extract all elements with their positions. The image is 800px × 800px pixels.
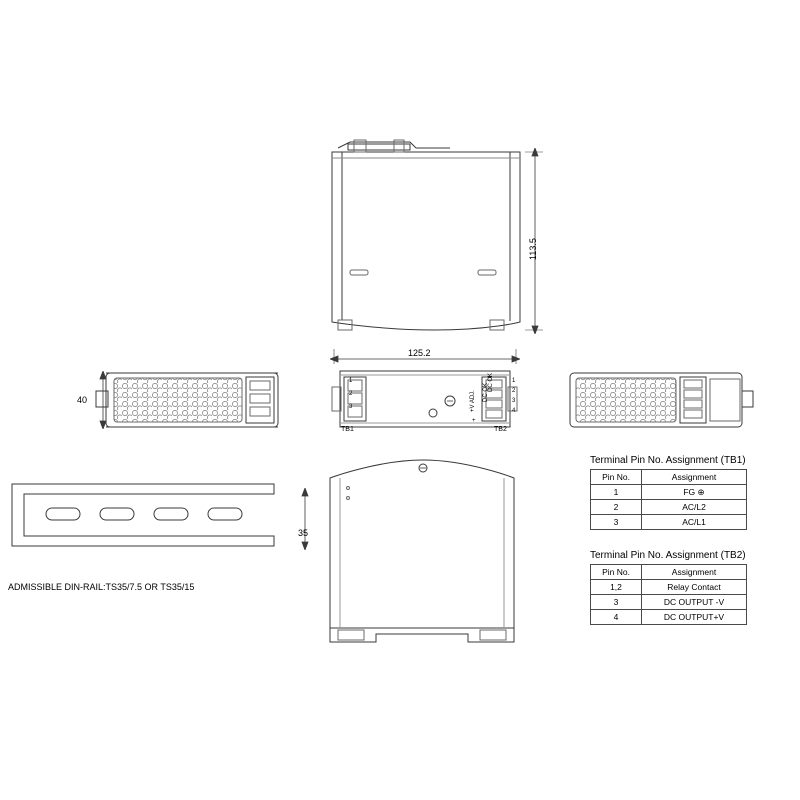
table-row (591, 595, 747, 610)
din-rail-note: ADMISSIBLE DIN-RAIL:TS35/7.5 OR TS35/15 (8, 582, 195, 592)
dimension-rail-label: 35 (298, 528, 309, 538)
front-tb2-pin-1: 1 (512, 378, 516, 384)
table-row (591, 580, 747, 595)
tb1-r1-pin: 1 (591, 485, 642, 500)
side-view (320, 130, 550, 340)
dimension-width-label: 125.2 (408, 348, 431, 358)
dimension-rail-line (296, 488, 314, 550)
table-row (591, 500, 747, 515)
table-row (591, 485, 747, 500)
front-tb2-pin-2: 2 (512, 388, 516, 394)
din-rail-view (8, 480, 278, 560)
tb2-r1-pin: 1,2 (591, 580, 642, 595)
dimension-depth-label: 40 (77, 395, 88, 405)
front-tb2-pin-4: 4 (512, 408, 516, 414)
tb2-r2-pin: 3 (591, 595, 642, 610)
front-adj-text: +V ADJ. (470, 390, 476, 412)
front-tb1-pin-1: 1 (349, 378, 353, 384)
tb1-table (590, 469, 747, 530)
tb2-header-assignment: Assignment (642, 565, 747, 580)
front-polarity-label: + (472, 418, 476, 424)
tb1-table-block (590, 455, 747, 530)
dimension-height-label: 113.5 (528, 238, 538, 260)
tb2-table-block (590, 550, 747, 625)
front-tb1-pin-3: 3 (349, 404, 353, 410)
tb1-r1-asg: FG ⊕ (642, 485, 747, 500)
tb2-r2-asg: DC OUTPUT -V (642, 595, 747, 610)
tb1-r3-pin: 3 (591, 515, 642, 530)
front-dc-ok-text: DC OK (483, 382, 489, 402)
tb1-header-assignment: Assignment (642, 470, 747, 485)
tb1-r3-asg: AC/L1 (642, 515, 747, 530)
front-tb2-label: TB2 (494, 426, 507, 433)
table-row (591, 565, 747, 580)
tb2-table-title: Terminal Pin No. Assignment (TB2) (590, 550, 746, 561)
front-dc-ok-led-label: DC OK (488, 372, 494, 392)
tb1-table-title: Terminal Pin No. Assignment (TB1) (590, 455, 746, 466)
tb2-table (590, 564, 747, 625)
table-row (591, 470, 747, 485)
front-tb2-pin-3: 3 (512, 398, 516, 404)
table-row (591, 515, 747, 530)
tb2-r1-asg: Relay Contact (642, 580, 747, 595)
tb1-r2-pin: 2 (591, 500, 642, 515)
bottom-view (318, 452, 528, 652)
tb1-r2-asg: AC/L2 (642, 500, 747, 515)
dimension-depth-line (94, 371, 112, 429)
tb2-header-pin: Pin No. (591, 565, 642, 580)
tb2-r3-asg: DC OUTPUT+V (642, 610, 747, 625)
table-row (591, 610, 747, 625)
front-tb1-label: TB1 (341, 426, 354, 433)
front-tb1-pin-2: 2 (349, 391, 353, 397)
top-view-right (560, 365, 760, 435)
top-view-left (92, 365, 292, 435)
tb1-header-pin: Pin No. (591, 470, 642, 485)
tb2-r3-pin: 4 (591, 610, 642, 625)
